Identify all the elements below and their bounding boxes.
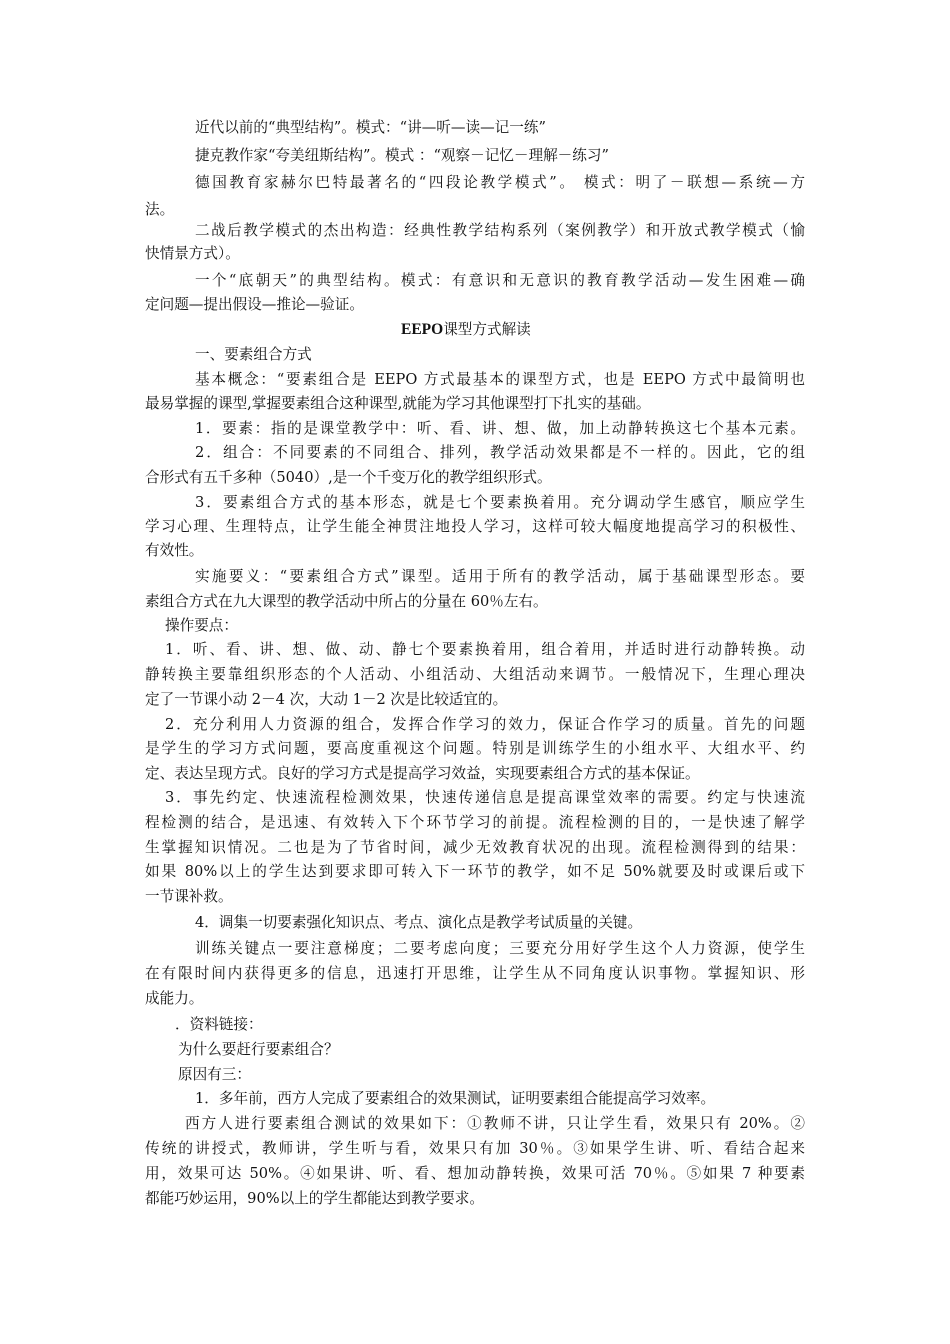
paragraph-line: 生掌握知识情况。二也是为了节省时间，减少无效教育状况的出现。流程检测得到的结果： [145,839,805,856]
paragraph-line: 程检测的结合，是迅速、有效转入下个环节学习的前提。流程检测的目的，一是快速了解学 [145,814,805,831]
paragraph-line: 基本概念：“要素组合是 EEPO 方式最基本的课型方式，也是 EEPO 方式中最简明也 [195,371,805,388]
paragraph-line: 都能巧妙运用，90%以上的学生都能达到教学要求。 [145,1190,484,1207]
paragraph-line: 1．听、看、讲、想、做、动、静七个要素换着用，组合着用，并适时进行动静转换。动 [165,641,805,658]
paragraph-line: 用，效果可达 50%。④如果讲、听、看、想加动静转换，效果可活 70％。⑤如果 7 种要素 [145,1165,805,1182]
paragraph-line: 二战后教学模式的杰出构造：经典性教学结构系列（案例教学）和开放式教学模式（愉 [195,222,805,239]
paragraph-line: 快情景方式）。 [145,245,240,262]
paragraph-line: 近代以前的“典型结构”。模式：“讲—听—读—记一练” [195,119,546,136]
paragraph-line: 3．要素组合方式的基本形态，就是七个要素换着用。充分调动学生感官，顺应学生 [195,494,805,511]
paragraph-line: 法。 [145,201,175,218]
paragraph-line: 为什么要赶行要素组合？ [178,1041,339,1058]
paragraph-line: 最易掌握的课型,掌握要素组合这种课型,就能为学习其他课型打下扎实的基础。 [145,395,651,412]
paragraph-line: 捷克教作家“夸美纽斯结构”。模式 ：“观察－记忆－理解－练习” [195,147,609,164]
section-heading: 一、要素组合方式 [195,346,312,363]
paragraph-line: 有效性。 [145,542,204,559]
paragraph-line: 定了一节课小动 2－4 次，大动 1－2 次是比较适宜的。 [145,691,508,708]
paragraph-line: 是学生的学习方式问题，要高度重视这个问题。特别是训练学生的小组水平、大组水平、约 [145,740,805,757]
paragraph-line: 操作要点： [165,617,238,634]
paragraph-line: 学习心理、生理特点，让学生能全神贯注地投人学习，这样可较大幅度地提高学习的积极性、 [145,518,805,535]
paragraph-line: 德国教育家赫尔巴特最著名的“四段论教学模式”。 模式：明了－联想—系统—方 [195,174,805,191]
paragraph-line: 成能力。 [145,990,204,1007]
paragraph-line: 一节课补救。 [145,888,233,905]
section-title [401,320,531,340]
paragraph-line: 静转换主要靠组织形态的个人活动、小组活动、大组活动来调节。一般情况下，生理心理决 [145,666,805,683]
paragraph-line: 原因有三： [178,1066,251,1083]
paragraph-line: 一个“底朝天”的典型结构。模式：有意识和无意识的教育教学活动—发生困难—确 [195,272,805,289]
paragraph-line: 在有限时间内获得更多的信息，迅速打开思维，让学生从不同角度认识事物。掌握知识、形 [145,965,805,982]
section-title-bold: EEPO [401,321,444,338]
paragraph-line: 传统的讲授式，教师讲，学生听与看，效果只有加 30％。③如果学生讲、听、看结合起来 [145,1140,805,1157]
paragraph-line: 素组合方式在九大课型的教学活动中所占的分量在 60％左右。 [145,593,548,610]
paragraph-line: 西方人进行要素组合测试的效果如下：①教师不讲，只让学生看，效果只有 20%。② [185,1115,805,1132]
paragraph-line: 合形式有五千多种（5040）,是一个千变万化的教学组织形式。 [145,469,552,486]
paragraph-line: 1．要素：指的是课堂教学中：听、看、讲、想、做，加上动静转换这七个基本元素。 [195,420,805,437]
paragraph-line: 4．调集一切要素强化知识点、考点、演化点是教学考试质量的关键。 [195,914,643,931]
paragraph-line: 实施要义：“要素组合方式”课型。适用于所有的教学活动，属于基础课型形态。要 [195,568,805,585]
paragraph-line: 训练关键点一要注意梯度；二要考虑向度；三要充分用好学生这个人力资源，使学生 [195,940,805,957]
paragraph-line: 定、表达呈现方式。良好的学习方式是提高学习效益，实现要素组合方式的基本保证。 [145,765,700,782]
section-title-text: 课型方式解读 [443,321,531,338]
paragraph-line: 3．事先约定、快速流程检测效果，快速传递信息是提高课堂效率的需要。约定与快速流 [165,789,805,806]
paragraph-line: 2．充分利用人力资源的组合，发挥合作学习的效力，保证合作学习的质量。首先的问题 [165,716,805,733]
paragraph-line: ．资料链接： [175,1016,263,1033]
paragraph-line: 如果 80%以上的学生达到要求即可转入下一环节的教学，如不足 50%就要及时或课后或下 [145,863,805,880]
paragraph-line: 定问题—提出假设—推论—验证。 [145,296,364,313]
paragraph-line: 2．组合：不同要素的不同组合、排列，教学活动效果都是不一样的。因此，它的组 [195,444,805,461]
paragraph-line: 1．多年前，西方人完成了要素组合的效果测试，证明要素组合能提高学习效率。 [195,1090,716,1107]
